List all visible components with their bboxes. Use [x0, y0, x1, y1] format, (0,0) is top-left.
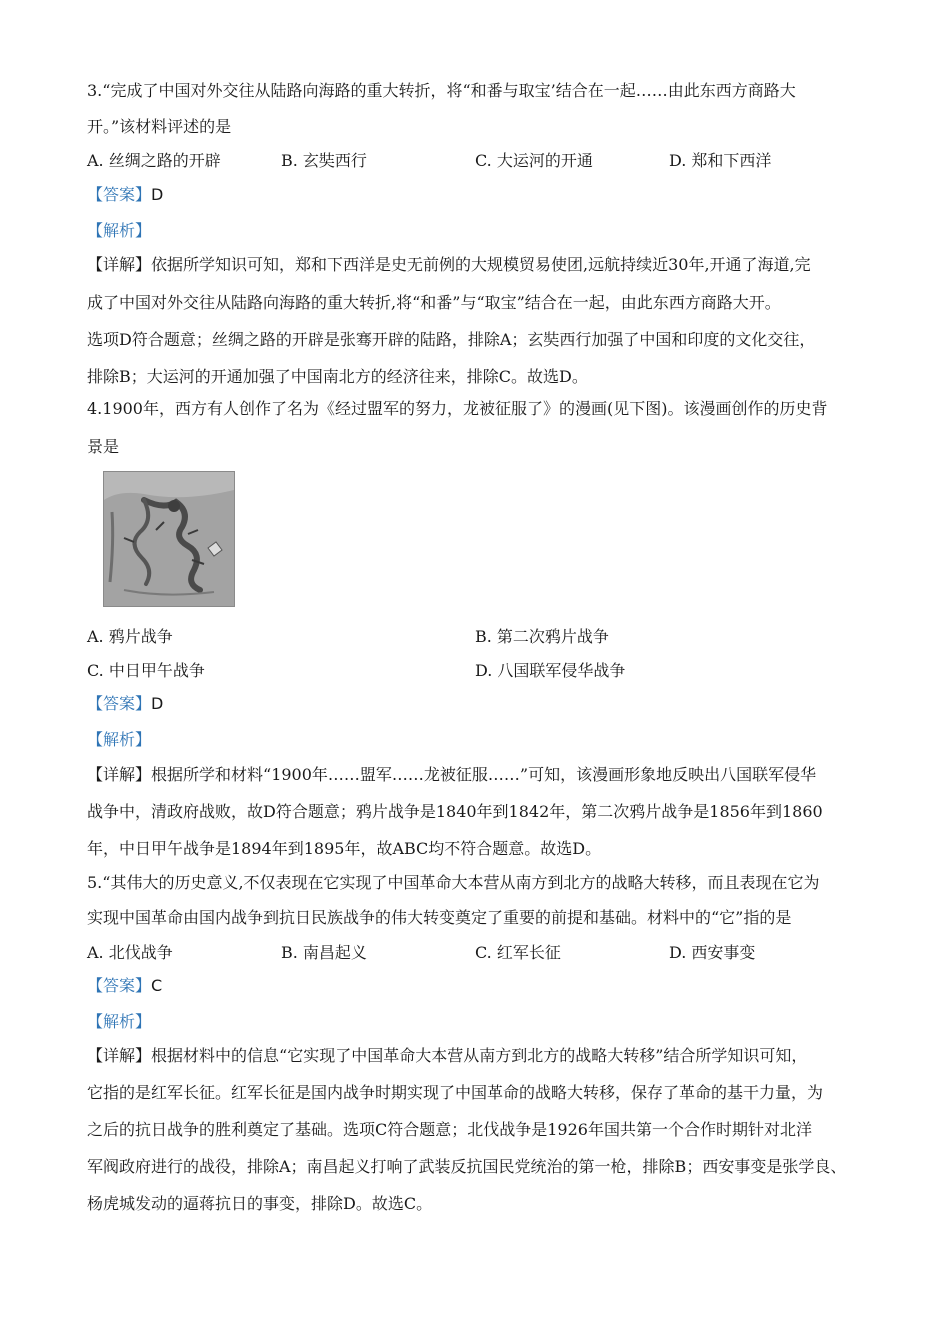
q3-option-d: D. 郑和下西洋 — [669, 151, 772, 170]
q4-option-d: D. 八国联军侵华战争 — [475, 661, 626, 680]
q5-option-b: B. 南昌起义 — [281, 943, 367, 962]
q3-analysis-label: 【解析】 — [87, 221, 152, 240]
q4-analysis-label: 【解析】 — [87, 730, 152, 749]
q3-answer-value: D — [151, 185, 164, 204]
q3-stem-line1: 3.“完成了中国对外交往从陆路向海路的重大转折，将“和番与取宝’结合在一起……由此东西方商路大 — [87, 81, 796, 100]
q5-detail-line4: 军阀政府进行的战役，排除A；南昌起义打响了武装反抗国民党统治的第一枪，排除B；西安事变是张学良、 — [87, 1157, 847, 1176]
q3-detail-line2: 成了中国对外交往从陆路向海路的重大转折,将“和番”与“取宝”结合在一起，由此东西方商路大开。 — [87, 293, 781, 312]
q5-option-a: A. 北伐战争 — [87, 943, 173, 962]
q5-answer-value: C — [151, 976, 163, 995]
q4-stem-line2: 景是 — [87, 437, 120, 456]
q4-detail-text1: 根据所学和材料“1900年……盟军……龙被征服……”可知，该漫画形象地反映出八国联军侵华 — [151, 765, 817, 784]
dragon-cartoon-drawing — [104, 472, 234, 606]
q3-detail-line3: 选项D符合题意；丝绸之路的开辟是张骞开辟的陆路，排除A；玄奘西行加强了中国和印度的文化交往， — [87, 330, 816, 349]
q4-option-c: C. 中日甲午战争 — [87, 661, 205, 680]
q5-answer — [87, 976, 162, 996]
q4-answer-value: D — [151, 694, 164, 713]
q3-answer — [87, 185, 163, 205]
q4-answer — [87, 694, 163, 714]
q5-detail-label: 【详解】 — [87, 1046, 152, 1065]
q4-detail-line2: 战争中，清政府战败，故D符合题意；鸦片战争是1840年到1842年，第二次鸦片战争是1856年到1860 — [87, 802, 823, 821]
q3-stem-line2: 开。”该材料评述的是 — [87, 117, 232, 136]
q5-answer-label: 【答案】 — [87, 976, 152, 995]
q3-detail-label: 【详解】 — [87, 255, 152, 274]
q3-detail-line1 — [87, 255, 811, 275]
q3-detail-line4: 排除B；大运河的开通加强了中国南北方的经济往来，排除C。故选D。 — [87, 367, 588, 386]
q5-detail-text1: 根据材料中的信息“它实现了中国革命大本营从南方到北方的战略大转移”结合所学知识可知， — [151, 1046, 808, 1065]
q4-stem-line1: 4.1900年，西方有人创作了名为《经过盟军的努力，龙被征服了》的漫画(见下图)。该漫画创作的历史背 — [87, 399, 828, 418]
q5-option-d: D. 西安事变 — [669, 943, 756, 962]
q3-option-a: A. 丝绸之路的开辟 — [87, 151, 221, 170]
q5-detail-line3: 之后的抗日战争的胜利奠定了基础。选项C符合题意；北伐战争是1926年国共第一个合作时期针对北洋 — [87, 1120, 812, 1139]
q5-stem-line2: 实现中国革命由国内战争到抗日民族战争的伟大转变奠定了重要的前提和基础。材料中的“它”指的是 — [87, 908, 792, 927]
q3-option-b: B. 玄奘西行 — [281, 151, 367, 170]
q5-detail-line2: 它指的是红军长征。红军长征是国内战争时期实现了中国革命的战略大转移，保存了革命的基干力量，为 — [87, 1083, 824, 1102]
q5-detail-line1 — [87, 1046, 807, 1066]
q5-stem-line1: 5.“其伟大的历史意义,不仅表现在它实现了中国革命大本营从南方到北方的战略大转移，而且表现在它为 — [87, 873, 820, 892]
q4-answer-label: 【答案】 — [87, 694, 152, 713]
q5-detail-line5: 杨虎城发动的逼蒋抗日的事变，排除D。故选C。 — [87, 1194, 433, 1213]
q5-analysis-label: 【解析】 — [87, 1012, 152, 1031]
q5-option-c: C. 红军长征 — [475, 943, 561, 962]
q4-detail-line1 — [87, 765, 816, 785]
q3-detail-text1: 依据所学知识可知，郑和下西洋是史无前例的大规模贸易使团,远航持续近30年,开通了海道,完 — [151, 255, 811, 274]
q4-option-a: A. 鸦片战争 — [87, 627, 173, 646]
q3-answer-label: 【答案】 — [87, 185, 152, 204]
q4-detail-label: 【详解】 — [87, 765, 152, 784]
q4-option-b: B. 第二次鸦片战争 — [475, 627, 609, 646]
dragon-cartoon-image — [103, 471, 235, 607]
q3-option-c: C. 大运河的开通 — [475, 151, 593, 170]
q4-detail-line3: 年，中日甲午战争是1894年到1895年，故ABC均不符合题意。故选D。 — [87, 839, 602, 858]
